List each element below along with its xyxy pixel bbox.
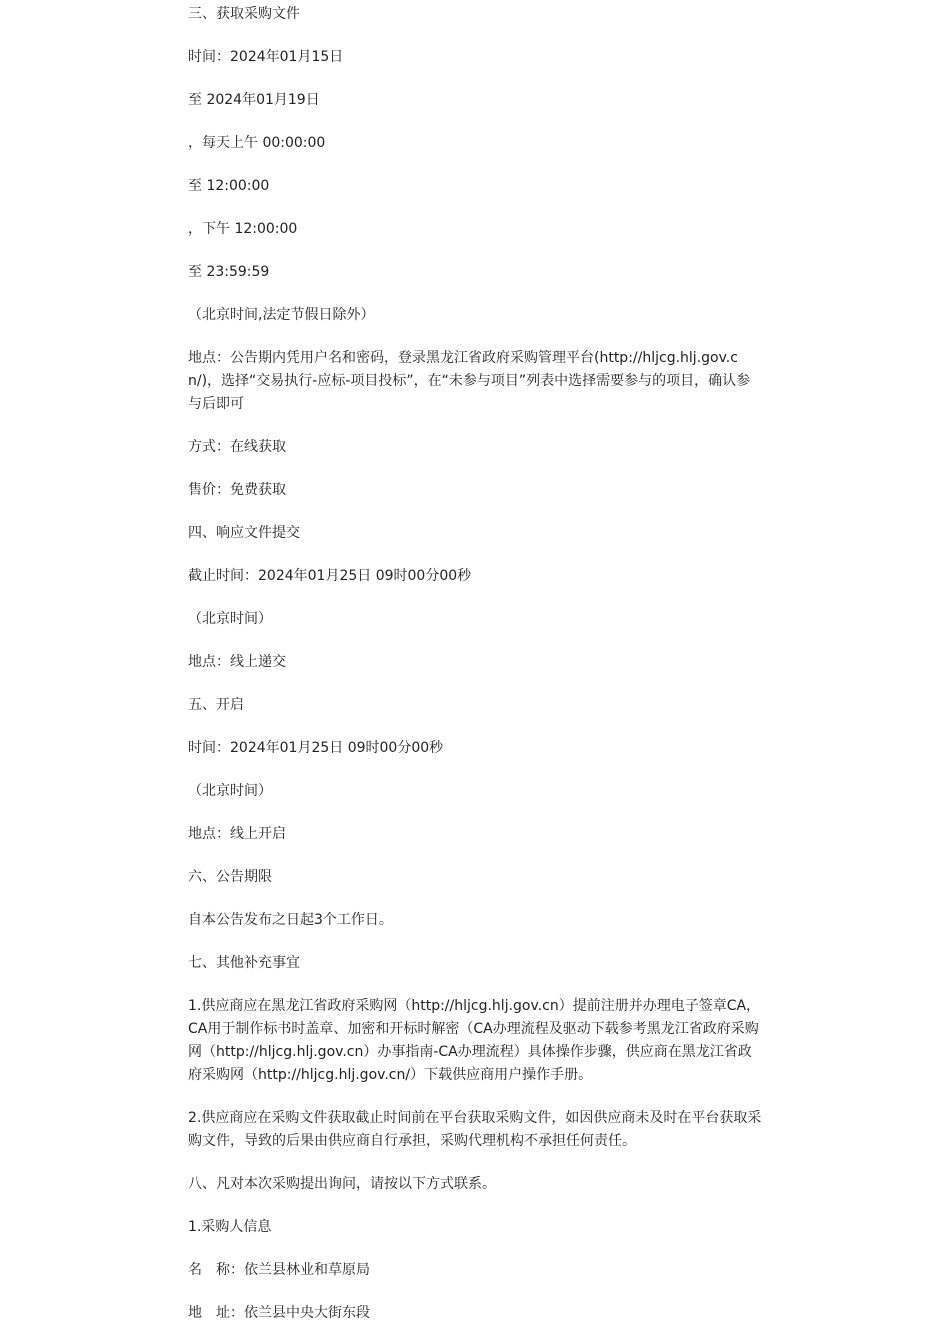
section-heading-period: 六、公告期限 bbox=[188, 869, 272, 885]
opening-location: 地点：线上开启 bbox=[188, 826, 286, 842]
purchaser-address: 地 址：依兰县中央大街东段 bbox=[188, 1305, 370, 1321]
get-time-end: 至 2024年01月19日 bbox=[188, 92, 320, 108]
other-item-2: 2.供应商应在采购文件获取截止时间前在平台获取采购文件，如因供应商未及时在平台获取采购文件，导致的后果由供应商自行承担，采购代理机构不承担任何责任。 bbox=[188, 1110, 762, 1149]
purchaser-name: 名 称：依兰县林业和草原局 bbox=[188, 1262, 370, 1278]
other-item-1: 1.供应商应在黑龙江省政府采购网（http://hljcg.hlj.gov.cn）提前注册并办理电子签章CA，CA用于制作标书时盖章、加密和开标时解密（CA办理流程及驱动下载参考黑龙江省政府采购网（http://hljcg.hlj.gov.cn）办事指南-CA办理流程）具体操作步骤，供应商在黑龙江省政府采购网（http://hljcg.hlj.gov.cn/）下载供应商用户操作手册。 bbox=[188, 998, 761, 1083]
afternoon-time-start: ，下午 12:00:00 bbox=[188, 221, 298, 237]
get-location: 地点：公告期内凭用户名和密码，登录黑龙江省政府采购管理平台(http://hljcg.hlj.gov.cn/)，选择“交易执行-应标-项目投标”，在“未参与项目”列表中选择需要参与的项目，确认参与后即可 bbox=[188, 350, 751, 412]
section-heading-contact: 八、凡对本次采购提出询问，请按以下方式联系。 bbox=[188, 1176, 496, 1192]
submission-location: 地点：线上递交 bbox=[188, 654, 286, 670]
beijing-time-note: （北京时间,法定节假日除外） bbox=[188, 307, 375, 323]
section-heading-other: 七、其他补充事宜 bbox=[188, 955, 300, 971]
period-text: 自本公告发布之日起3个工作日。 bbox=[188, 912, 393, 928]
get-time-start: 时间：2024年01月15日 bbox=[188, 49, 344, 65]
section-heading-opening: 五、开启 bbox=[188, 697, 244, 713]
morning-time-end: 至 12:00:00 bbox=[188, 178, 270, 194]
opening-time: 时间：2024年01月25日 09时00分00秒 bbox=[188, 740, 444, 756]
opening-beijing-time: （北京时间） bbox=[188, 783, 272, 799]
afternoon-time-end: 至 23:59:59 bbox=[188, 264, 270, 280]
submission-deadline: 截止时间：2024年01月25日 09时00分00秒 bbox=[188, 568, 472, 584]
get-price: 售价：免费获取 bbox=[188, 482, 286, 498]
get-method: 方式：在线获取 bbox=[188, 439, 286, 455]
purchaser-info-heading: 1.采购人信息 bbox=[188, 1219, 272, 1235]
section-heading-submission: 四、响应文件提交 bbox=[188, 525, 300, 541]
submission-beijing-time: （北京时间） bbox=[188, 611, 272, 627]
morning-time-start: ，每天上午 00:00:00 bbox=[188, 135, 326, 151]
section-heading-get-documents: 三、获取采购文件 bbox=[188, 6, 300, 22]
